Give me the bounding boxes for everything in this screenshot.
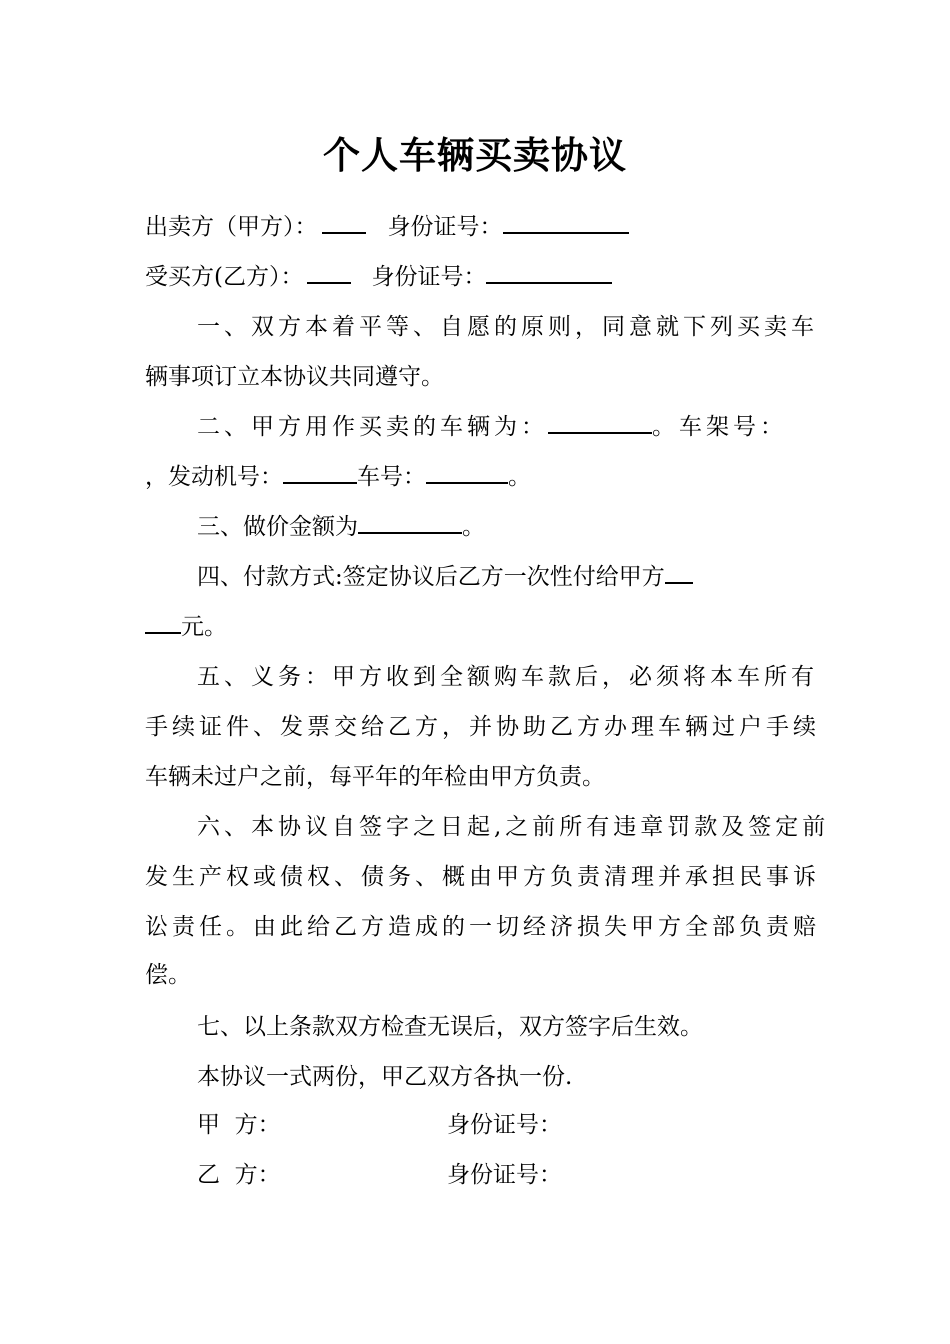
- copies-line: 本协议一式两份，甲乙双方各执一份.: [197, 1064, 573, 1090]
- payment-blank-a: [665, 560, 693, 584]
- clause2-line2: [145, 458, 531, 491]
- clause3-label: 三、做价金额为: [197, 514, 358, 540]
- price-blank: [358, 510, 462, 534]
- clause6-line4: 偿。: [145, 962, 191, 988]
- clause2-line1: [197, 408, 787, 441]
- buyer-id-blank: [486, 260, 612, 284]
- clause2-engine-label: ，发动机号：: [145, 464, 283, 490]
- clause2-end: 。: [508, 464, 531, 490]
- clause2-plate-label: 车号：: [357, 464, 426, 490]
- clause2-vehicle-label: 二、甲方用作买卖的车辆为：: [197, 414, 548, 440]
- party-b-id-label: 身份证号：: [447, 1162, 562, 1188]
- party-a-id-label: 身份证号：: [447, 1112, 562, 1138]
- seller-id-label: 身份证号：: [387, 214, 503, 240]
- party-b-label: 乙 方：: [197, 1162, 281, 1188]
- seller-id-blank: [503, 210, 629, 234]
- buyer-label: 受买方(乙方）：: [145, 264, 304, 290]
- clause3-end: 。: [462, 514, 485, 540]
- party-a-label: 甲 方：: [197, 1112, 281, 1138]
- clause3-line: [197, 508, 485, 541]
- clause4-text: 四、付款方式:签定协议后乙方一次性付给甲方: [197, 564, 665, 590]
- clause6-line2: 发生产权或债权、债务、概由甲方负责清理并承担民事诉: [145, 864, 820, 890]
- payment-blank-b: [145, 610, 181, 634]
- clause6-line1: 六、本协议自签字之日起,之前所有违章罚款及签定前: [197, 814, 830, 840]
- clause1-line1: 一、双方本着平等、自愿的原则，同意就下列买卖车: [197, 314, 818, 340]
- clause4-line1: [197, 558, 693, 591]
- vehicle-blank: [548, 410, 652, 434]
- clause5-line1: 五、义务：甲方收到全额购车款后，必须将本车所有: [197, 664, 818, 690]
- buyer-line: [145, 258, 612, 291]
- clause4-line2: [145, 608, 227, 641]
- clause2-frame-label: 。车架号：: [652, 414, 787, 440]
- clause4-yuan: 元。: [181, 614, 227, 640]
- buyer-id-label: 身份证号：: [371, 264, 487, 290]
- clause1-line2: 辆事项订立本协议共同遵守。: [145, 364, 444, 390]
- buyer-name-blank: [307, 260, 351, 284]
- clause6-line3: 讼责任。由此给乙方造成的一切经济损失甲方全部负责赔: [145, 914, 820, 940]
- page-title: 个人车辆买卖协议: [323, 133, 627, 177]
- seller-line: [145, 208, 629, 241]
- clause7-line: 七、以上条款双方检查无误后，双方签字后生效。: [197, 1014, 703, 1040]
- seller-label: 出卖方（甲方）：: [145, 214, 318, 240]
- engine-blank: [283, 460, 357, 484]
- seller-name-blank: [322, 210, 366, 234]
- clause5-line2: 手续证件、发票交给乙方，并协助乙方办理车辆过户手续: [145, 714, 820, 740]
- clause5-line3: 车辆未过户之前，每平年的年检由甲方负责。: [145, 764, 605, 790]
- plate-blank: [426, 460, 508, 484]
